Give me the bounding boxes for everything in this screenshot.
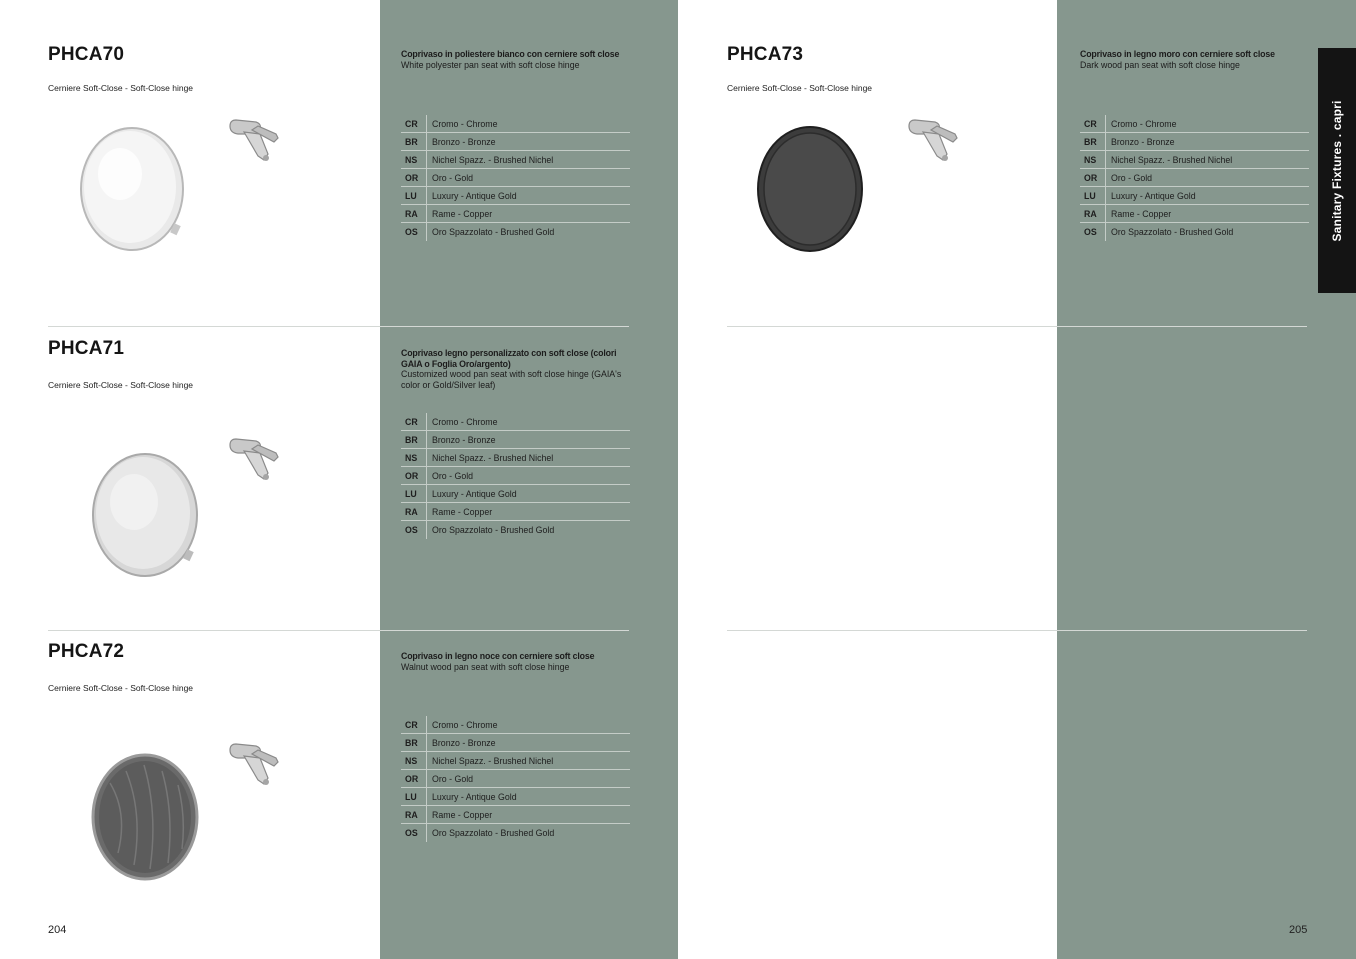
finish-name: Cromo - Chrome — [432, 719, 498, 730]
divider — [48, 326, 629, 327]
finish-name: Oro - Gold — [1111, 172, 1153, 183]
product-description — [1080, 49, 1310, 70]
page-number-right: 205 — [1289, 924, 1308, 936]
finish-name: Rame - Copper — [432, 208, 493, 219]
finish-name: Bronzo - Bronze — [1111, 136, 1175, 147]
finish-code: OS — [401, 824, 427, 842]
hinge-note: Cerniere Soft-Close - Soft-Close hinge — [727, 83, 873, 93]
finish-name: Cromo - Chrome — [432, 118, 498, 129]
finish-row — [401, 169, 630, 187]
finish-code: OR — [1080, 169, 1106, 186]
finish-row — [1080, 187, 1309, 205]
finish-name: Nichel Spazz. - Brushed Nichel — [432, 452, 554, 463]
finish-code: NS — [401, 151, 427, 168]
finish-name: Rame - Copper — [1111, 208, 1172, 219]
finish-code: CR — [401, 716, 427, 733]
finish-row — [1080, 169, 1309, 187]
finish-name: Rame - Copper — [432, 809, 493, 820]
finish-code: LU — [401, 485, 427, 502]
finish-code: CR — [401, 413, 427, 430]
description-english: Walnut wood pan seat with soft close hinge — [401, 661, 570, 672]
finish-code: BR — [401, 431, 427, 448]
finish-code: CR — [401, 115, 427, 132]
finish-row — [401, 770, 630, 788]
finish-code: OS — [401, 521, 427, 539]
finish-row — [401, 734, 630, 752]
product-code: PHCA72 — [48, 641, 125, 662]
finish-code: RA — [401, 806, 427, 823]
divider — [727, 326, 1307, 327]
page-number-left: 204 — [48, 924, 67, 936]
finish-name: Bronzo - Bronze — [432, 737, 496, 748]
finish-name: Oro - Gold — [432, 172, 474, 183]
finish-name: Luxury - Antique Gold — [1111, 190, 1196, 201]
section-tab-label: Sanitary Fixtures . capri — [1330, 99, 1344, 242]
finish-code: RA — [1080, 205, 1106, 222]
divider — [727, 630, 1307, 631]
hinge-note: Cerniere Soft-Close - Soft-Close hinge — [48, 683, 194, 693]
finish-code: RA — [401, 205, 427, 222]
product-description — [401, 651, 631, 672]
finish-code: BR — [1080, 133, 1106, 150]
description-italian: Coprivaso in legno moro con cerniere soft close — [1080, 49, 1275, 59]
finish-name: Rame - Copper — [432, 506, 493, 517]
finish-row — [401, 752, 630, 770]
finish-table — [1080, 115, 1309, 241]
finish-table — [401, 716, 630, 842]
toilet-seat-image — [88, 753, 202, 883]
product-code: PHCA70 — [48, 44, 125, 65]
finish-row — [401, 151, 630, 169]
finish-row — [401, 187, 630, 205]
hinge-icon — [226, 116, 282, 166]
finish-row — [401, 205, 630, 223]
finish-name: Nichel Spazz. - Brushed Nichel — [1111, 154, 1233, 165]
finish-name: Luxury - Antique Gold — [432, 190, 517, 201]
finish-row — [401, 485, 630, 503]
finish-code: RA — [401, 503, 427, 520]
finish-row — [1080, 133, 1309, 151]
finish-row — [401, 223, 630, 241]
finish-row — [401, 449, 630, 467]
finish-row — [401, 806, 630, 824]
finish-code: NS — [1080, 151, 1106, 168]
toilet-seat-image — [76, 126, 188, 254]
finish-name: Cromo - Chrome — [432, 416, 498, 427]
product-description — [401, 348, 631, 390]
hinge-note: Cerniere Soft-Close - Soft-Close hinge — [48, 380, 194, 390]
toilet-seat-image — [754, 125, 866, 255]
finish-code: OR — [401, 169, 427, 186]
finish-row — [401, 824, 630, 842]
divider — [48, 630, 629, 631]
finish-name: Bronzo - Bronze — [432, 434, 496, 445]
description-english: Dark wood pan seat with soft close hinge — [1080, 59, 1240, 70]
finish-name: Oro Spazzolato - Brushed Gold — [432, 227, 555, 237]
finish-name: Luxury - Antique Gold — [432, 791, 517, 802]
hinge-icon — [226, 435, 282, 485]
finish-name: Oro - Gold — [432, 773, 474, 784]
finish-row — [401, 431, 630, 449]
finish-code: LU — [401, 187, 427, 204]
finish-name: Bronzo - Bronze — [432, 136, 496, 147]
finish-row — [401, 788, 630, 806]
description-italian: Coprivaso in poliestere bianco con cerniere soft close — [401, 49, 620, 59]
finish-row — [1080, 223, 1309, 241]
finish-code: NS — [401, 752, 427, 769]
finish-name: Nichel Spazz. - Brushed Nichel — [432, 154, 554, 165]
finish-code: OS — [1080, 223, 1106, 241]
finish-row — [401, 503, 630, 521]
toilet-seat-image — [88, 452, 202, 580]
finish-code: LU — [401, 788, 427, 805]
finish-row — [401, 467, 630, 485]
finish-code: CR — [1080, 115, 1106, 132]
finish-name: Oro - Gold — [432, 470, 474, 481]
description-italian: Coprivaso legno personalizzato con soft close (colori GAIA o Foglia Oro/argento) — [401, 348, 617, 369]
product-code: PHCA73 — [727, 44, 804, 65]
finish-code: OS — [401, 223, 427, 241]
finish-row — [401, 521, 630, 539]
hinge-note: Cerniere Soft-Close - Soft-Close hinge — [48, 83, 194, 93]
finish-code: NS — [401, 449, 427, 466]
finish-row — [401, 133, 630, 151]
description-english: White polyester pan seat with soft close hinge — [401, 59, 580, 70]
finish-name: Nichel Spazz. - Brushed Nichel — [432, 755, 554, 766]
finish-row — [401, 716, 630, 734]
description-english: Customized wood pan seat with soft close hinge (GAIA's color or Gold/Silver leaf) — [401, 369, 622, 390]
finish-code: OR — [401, 467, 427, 484]
finish-name: Oro Spazzolato - Brushed Gold — [1111, 227, 1234, 237]
finish-name: Oro Spazzolato - Brushed Gold — [432, 828, 555, 838]
description-italian: Coprivaso in legno noce con cerniere soft close — [401, 651, 595, 661]
product-code: PHCA71 — [48, 338, 125, 359]
section-tab — [1318, 48, 1356, 293]
finish-code: BR — [401, 133, 427, 150]
hinge-icon — [905, 116, 961, 166]
finish-code: LU — [1080, 187, 1106, 204]
product-description — [401, 49, 631, 70]
finish-code: OR — [401, 770, 427, 787]
finish-name: Luxury - Antique Gold — [432, 488, 517, 499]
finish-row — [1080, 115, 1309, 133]
hinge-icon — [226, 740, 282, 790]
finish-row — [401, 413, 630, 431]
finish-row — [1080, 205, 1309, 223]
finish-table — [401, 115, 630, 241]
finish-code: BR — [401, 734, 427, 751]
finish-row — [1080, 151, 1309, 169]
finish-row — [401, 115, 630, 133]
finish-table — [401, 413, 630, 539]
finish-name: Oro Spazzolato - Brushed Gold — [432, 525, 555, 535]
finish-name: Cromo - Chrome — [1111, 118, 1177, 129]
